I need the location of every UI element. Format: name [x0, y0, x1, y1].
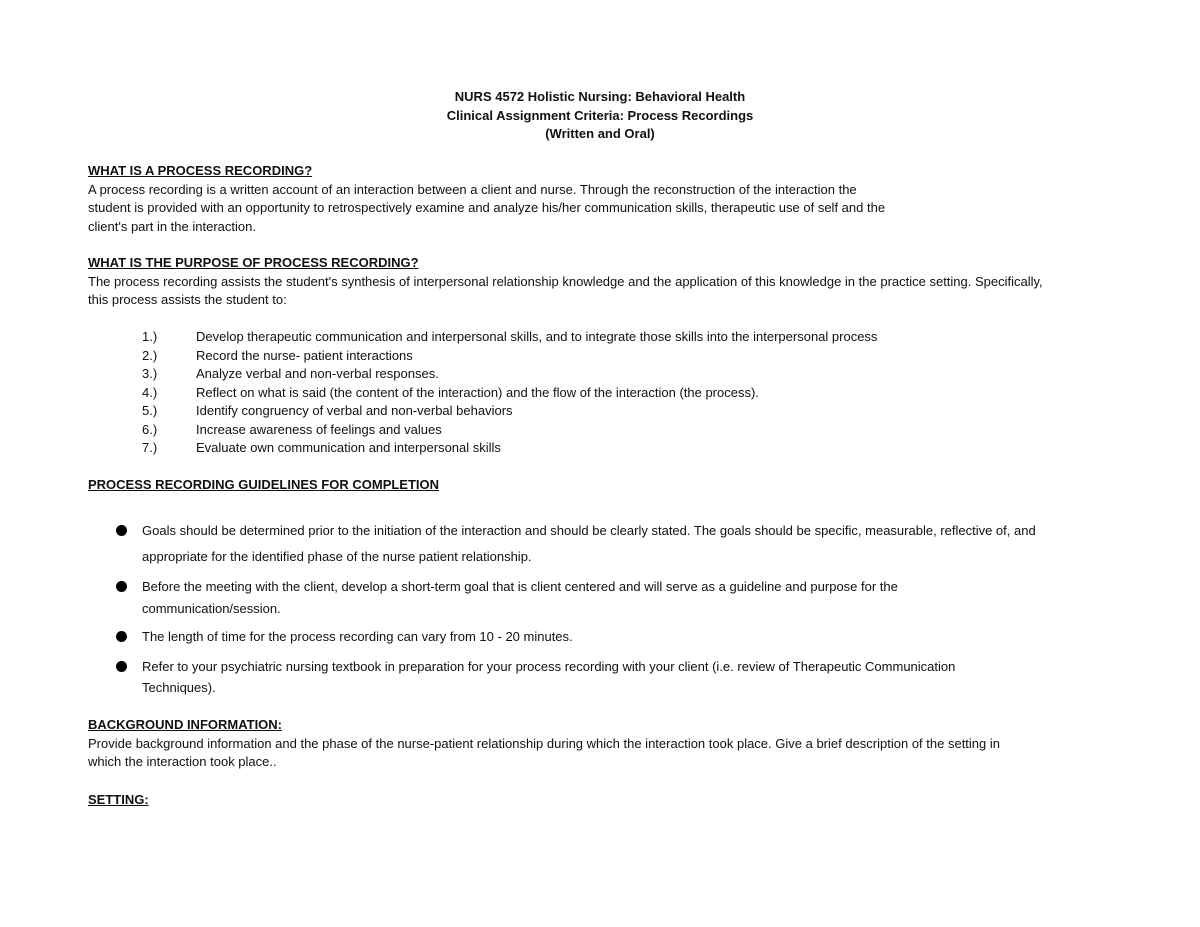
paragraph-line: which the interaction took place..	[88, 754, 277, 769]
section-heading: PROCESS RECORDING GUIDELINES FOR COMPLETION	[88, 477, 440, 492]
list-item	[88, 365, 1118, 384]
bullet-line: communication/session.	[142, 601, 281, 616]
list-item	[88, 384, 1118, 403]
section-purpose	[88, 254, 1118, 310]
bullet-line: appropriate for the identified phase of the nurse patient relationship.	[142, 549, 532, 564]
guidelines-list	[88, 518, 1118, 704]
paragraph-line: student is provided with an opportunity to retrospectively examine and analyze his/her communication skills, therapeutic use of self and the	[88, 200, 886, 215]
bullet-line: The length of time for the process recording can vary from 10 - 20 minutes.	[142, 629, 573, 644]
paragraph-line: client's part in the interaction.	[88, 218, 256, 234]
purpose-list	[88, 328, 1118, 458]
bullet-dot-icon	[116, 661, 127, 672]
section-heading: WHAT IS THE PURPOSE OF PROCESS RECORDING?	[88, 255, 419, 270]
paragraph-line: Provide background information and the phase of the nurse-patient relationship during which the interaction took place. Give a brief description of the setting in	[88, 735, 1000, 751]
section-heading: BACKGROUND INFORMATION:	[88, 717, 283, 732]
list-number: 3.)	[142, 366, 158, 381]
title-line-2: Clinical Assignment Criteria: Process Recordings	[446, 107, 754, 123]
list-text: Record the nurse- patient interactions	[196, 347, 413, 363]
list-text: Reflect on what is said (the content of the interaction) and the flow of the interaction (the process).	[196, 384, 759, 400]
list-number: 7.)	[142, 440, 158, 455]
list-number: 4.)	[142, 384, 158, 400]
section-setting	[88, 791, 1118, 810]
list-item	[88, 402, 1118, 421]
paragraph-line: The process recording assists the student's synthesis of interpersonal relationship knowledge and the application of this knowledge in the practice setting. Specifically,	[88, 273, 1043, 289]
bullet-line: Refer to your psychiatric nursing textbook in preparation for your process recording with your client (i.e. review of Therapeutic Communication	[142, 659, 956, 674]
bullet-dot-icon	[116, 631, 127, 642]
section-background	[88, 716, 1118, 772]
list-number: 5.)	[142, 403, 158, 418]
title-line-1: NURS 4572 Holistic Nursing: Behavioral Health	[454, 89, 746, 104]
list-text: Identify congruency of verbal and non-verbal behaviors	[196, 403, 513, 418]
list-item	[88, 328, 1118, 347]
paragraph-line: this process assists the student to:	[88, 292, 287, 307]
list-text: Develop therapeutic communication and interpersonal skills, and to integrate those skills into the interpersonal process	[196, 329, 878, 344]
paragraph-line: A process recording is a written account of an interaction between a client and nurse. Through the reconstruction of the interaction the	[88, 181, 857, 197]
list-text: Analyze verbal and non-verbal responses.	[196, 366, 439, 381]
section-guidelines	[88, 476, 1118, 495]
list-item	[88, 421, 1118, 440]
document-title	[0, 88, 1200, 144]
bullet-line: Goals should be determined prior to the initiation of the interaction and should be clearly stated. The goals should be specific, measurable, reflective of, and	[142, 523, 1036, 538]
bullet-item	[88, 626, 1118, 648]
section-heading: SETTING:	[88, 792, 149, 807]
bullet-item	[88, 656, 1118, 698]
section-what-is	[88, 162, 1118, 236]
list-text: Evaluate own communication and interpersonal skills	[196, 440, 501, 455]
list-item	[88, 347, 1118, 366]
list-number: 2.)	[142, 347, 158, 363]
bullet-item	[88, 576, 1118, 620]
list-item	[88, 439, 1118, 458]
bullet-line: Before the meeting with the client, develop a short-term goal that is client centered and will serve as a guideline and purpose for the	[142, 579, 898, 594]
bullet-item	[88, 518, 1118, 570]
section-heading: WHAT IS A PROCESS RECORDING?	[88, 163, 313, 178]
bullet-dot-icon	[116, 525, 127, 536]
list-text: Increase awareness of feelings and values	[196, 421, 442, 437]
title-line-3: (Written and Oral)	[545, 126, 655, 141]
list-number: 1.)	[142, 329, 158, 344]
bullet-line: Techniques).	[142, 680, 216, 695]
list-number: 6.)	[142, 421, 158, 437]
bullet-dot-icon	[116, 581, 127, 592]
